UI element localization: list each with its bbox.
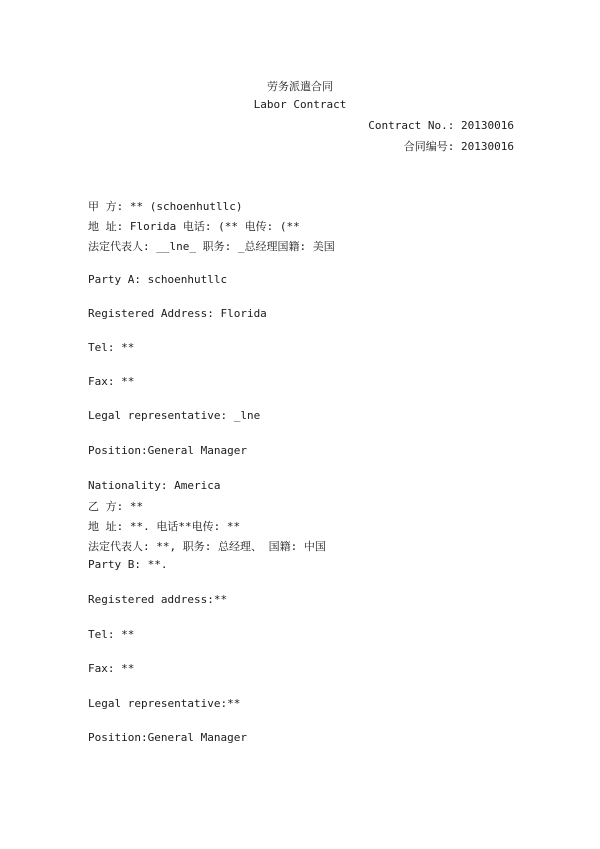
party-b-cn-representative: 法定代表人: **, 职务: 总经理、 国籍: 中国 [88, 540, 326, 553]
party-b-cn: 乙 方: ** [88, 500, 144, 513]
party-a-en-legal-rep: Legal representative: _lne [88, 409, 261, 422]
party-b-en-fax: Fax: ** [88, 662, 135, 675]
party-a-en-position: Position:General Manager [88, 444, 247, 457]
party-a-en-fax: Fax: ** [88, 375, 135, 388]
title-chinese: 劳务派遣合同 [267, 80, 333, 93]
party-b-en-address: Registered address:** [88, 593, 228, 606]
contract-number-chinese: 合同编号: 20130016 [403, 140, 514, 153]
party-a-cn: 甲 方: ** (schoenhutllc) [88, 200, 243, 213]
party-b-en-position: Position:General Manager [88, 731, 247, 744]
party-a-cn-address: 地 址: Florida 电话: (** 电传: (** [88, 220, 300, 233]
party-a-en-tel: Tel: ** [88, 341, 135, 354]
party-a-en: Party A: schoenhutllc [88, 273, 228, 286]
party-a-en-nationality: Nationality: America [88, 479, 221, 492]
contract-number-english: Contract No.: 20130016 [368, 119, 514, 132]
party-b-en-legal-rep: Legal representative:** [88, 697, 241, 710]
party-b-en: Party B: **. [88, 558, 168, 571]
party-a-en-address: Registered Address: Florida [88, 307, 267, 320]
party-b-en-tel: Tel: ** [88, 628, 135, 641]
title-english: Labor Contract [253, 98, 347, 111]
party-a-cn-representative: 法定代表人: __lne_ 职务: _总经理国籍: 美国 [88, 240, 335, 253]
party-b-cn-address: 地 址: **. 电话**电传: ** [88, 520, 241, 533]
